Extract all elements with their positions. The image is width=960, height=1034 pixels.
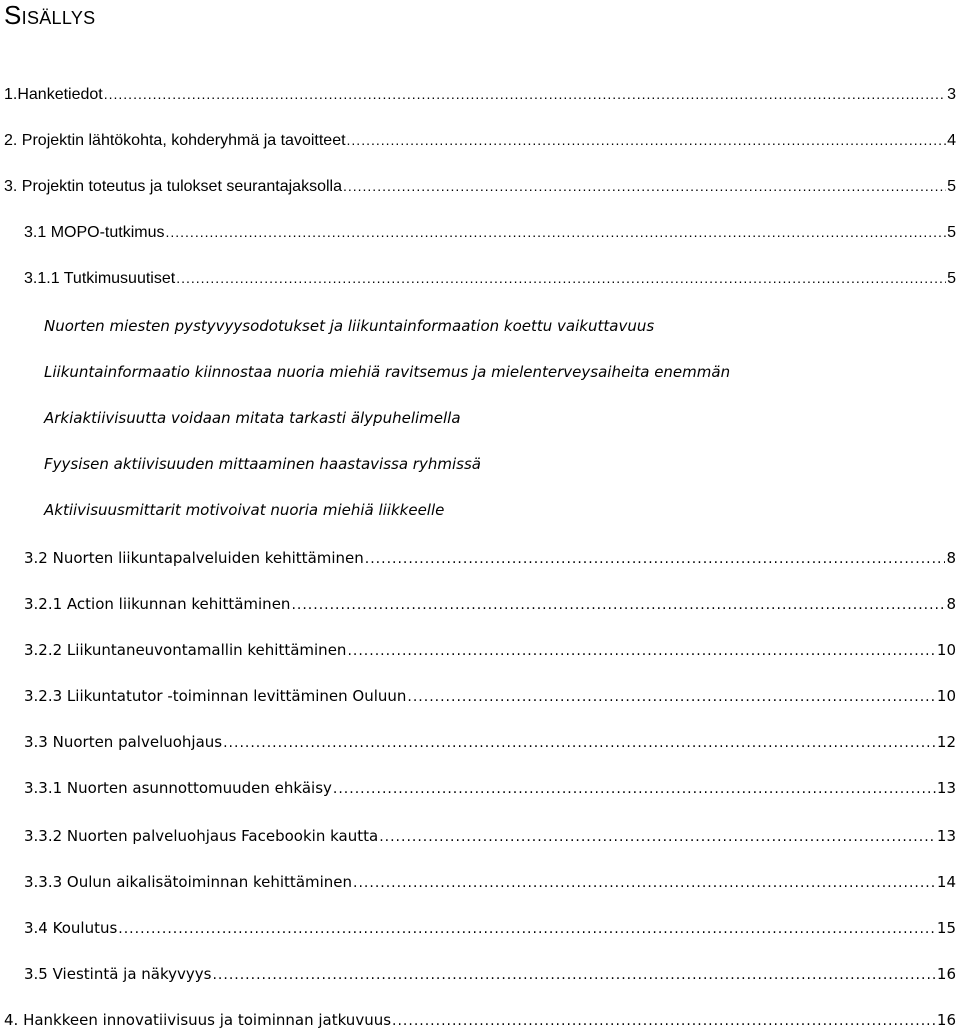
- toc-dot-leader: [392, 1009, 936, 1033]
- toc-entry[interactable]: [24, 962, 956, 986]
- toc-page-number: 13: [936, 779, 956, 797]
- toc-entry[interactable]: [4, 174, 956, 198]
- toc-entry-title: Arkiaktiivisuutta voidaan mitata tarkasti älypuhelimella: [44, 409, 461, 427]
- toc-dot-leader: [333, 777, 936, 801]
- toc-entry-title: 3.3.1 Nuorten asunnottomuuden ehkäisy: [24, 779, 332, 797]
- toc-entry-title: 3.5 Viestintä ja näkyvyys: [24, 965, 212, 983]
- toc-entry-title: Nuorten miesten pystyvyysodotukset ja liikuntainformaation koettu vaikuttavuus: [44, 317, 655, 335]
- toc-dot-leader: [291, 593, 945, 617]
- toc-entry-title: 1.Hanketiedot: [4, 86, 103, 103]
- toc-entry[interactable]: [24, 870, 956, 894]
- toc-entry[interactable]: [24, 592, 956, 616]
- toc-page-number: 14: [936, 873, 956, 891]
- toc-dot-leader: [347, 639, 935, 663]
- toc-page-number: 15: [936, 919, 956, 937]
- toc-page-number: 10: [936, 641, 956, 659]
- toc-entry-title: Fyysisen aktiivisuuden mittaaminen haastavissa ryhmissä: [44, 455, 481, 473]
- toc-page-number: 4: [947, 132, 956, 149]
- toc-dot-leader: [104, 82, 946, 106]
- toc-entry[interactable]: [44, 406, 944, 430]
- toc-dot-leader: [353, 871, 936, 895]
- toc-entry-title: 3.2.1 Action liikunnan kehittäminen: [24, 595, 291, 613]
- toc-entry[interactable]: [24, 916, 956, 940]
- toc-entry[interactable]: [24, 638, 956, 662]
- toc-dot-leader: [379, 825, 936, 849]
- toc-entry-title: 3.2.2 Liikuntaneuvontamallin kehittäminen: [24, 641, 347, 659]
- toc-page-number: 5: [947, 178, 956, 195]
- toc-entry-title: Aktiivisuusmittarit motivoivat nuoria miehiä liikkeelle: [44, 501, 445, 519]
- toc-page-number: 16: [936, 1011, 956, 1029]
- toc-dot-leader: [118, 917, 936, 941]
- toc-entry[interactable]: [44, 498, 944, 522]
- toc-entry-title: 3.1.1 Tutkimusuutiset: [24, 270, 176, 287]
- toc-entry-title: 3.3.2 Nuorten palveluohjaus Facebookin kautta: [24, 827, 379, 845]
- toc-entry[interactable]: [44, 360, 944, 384]
- toc-dot-leader: [165, 220, 946, 244]
- toc-dot-leader: [223, 731, 936, 755]
- toc-entry[interactable]: [24, 266, 956, 290]
- toc-dot-leader: [176, 266, 946, 290]
- toc-dot-leader: [365, 547, 946, 571]
- toc-entry[interactable]: [24, 546, 956, 570]
- toc-entry-title: 3.2 Nuorten liikuntapalveluiden kehittäminen: [24, 549, 364, 567]
- toc-entry[interactable]: [24, 730, 956, 754]
- toc-page-number: 3: [947, 86, 956, 103]
- toc-entry-title: 4. Hankkeen innovatiivisuus ja toiminnan jatkuvuus: [4, 1011, 392, 1029]
- toc-entry[interactable]: [44, 452, 944, 476]
- toc-entry-title: 3. Projektin toteutus ja tulokset seurantajaksolla: [4, 178, 342, 195]
- toc-entry-title: 3.3 Nuorten palveluohjaus: [24, 733, 223, 751]
- toc-entry-title: 3.2.3 Liikuntatutor -toiminnan levittäminen Ouluun: [24, 687, 407, 705]
- toc-dot-leader: [212, 963, 935, 987]
- toc-entry-title: 3.4 Koulutus: [24, 919, 118, 937]
- toc-entry-title: 3.1 MOPO-tutkimus: [24, 224, 165, 241]
- toc-page-number: 12: [936, 733, 956, 751]
- toc-dot-leader: [343, 174, 946, 198]
- toc-page-number: 5: [947, 224, 956, 241]
- toc-page-number: 13: [936, 827, 956, 845]
- toc-entry[interactable]: [4, 1008, 956, 1032]
- toc-page-number: 16: [936, 965, 956, 983]
- toc-entry[interactable]: [24, 220, 956, 244]
- toc-entry-title: 3.3.3 Oulun aikalisätoiminnan kehittäminen: [24, 873, 353, 891]
- toc-entry[interactable]: [4, 128, 956, 152]
- toc-entry[interactable]: [4, 82, 956, 106]
- toc-entry-title: 2. Projektin lähtökohta, kohderyhmä ja tavoitteet: [4, 132, 346, 149]
- toc-page-number: 8: [946, 549, 956, 567]
- toc-entry[interactable]: [24, 824, 956, 848]
- toc-dot-leader: [347, 128, 947, 152]
- toc-page-number: 8: [946, 595, 956, 613]
- toc-entry[interactable]: [24, 776, 956, 800]
- toc-page-number: 10: [936, 687, 956, 705]
- toc-entry[interactable]: [24, 684, 956, 708]
- toc-heading: Sisällys: [4, 0, 96, 30]
- toc-entry-title: Liikuntainformaatio kiinnostaa nuoria miehiä ravitsemus ja mielenterveysaiheita enemmän: [44, 363, 731, 381]
- toc-dot-leader: [407, 685, 936, 709]
- toc-page-number: 5: [947, 270, 956, 287]
- toc-entry[interactable]: [44, 314, 944, 338]
